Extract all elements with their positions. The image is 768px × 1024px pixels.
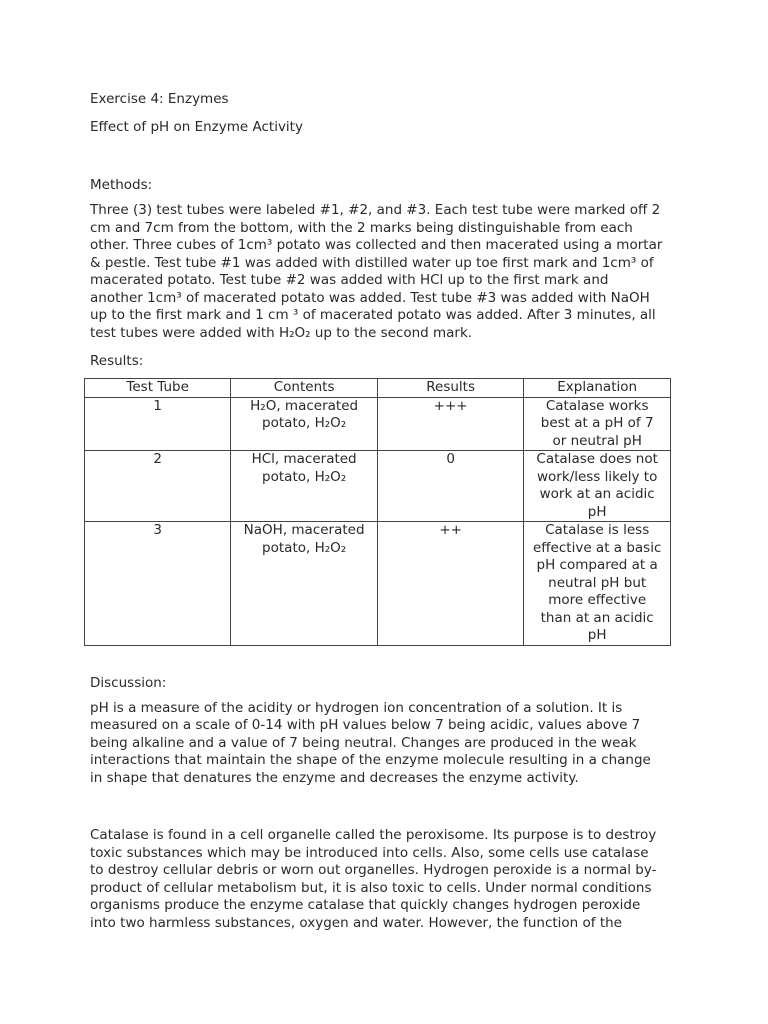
discussion-paragraph-2 (90, 827, 680, 932)
discussion-line: product of cellular metabolism but, it is also toxic to cells. Under normal conditions (90, 879, 652, 896)
cell-explanation (524, 397, 671, 451)
cell-contents (231, 451, 378, 522)
discussion-line: toxic substances which may be introduced into cells. Also, some cells use catalase (90, 844, 649, 861)
cell-contents (231, 522, 378, 646)
cell-tube: 3 (85, 522, 231, 646)
results-table (84, 378, 671, 646)
methods-line: up to the first mark and 1 cm ³ of macerated potato was added. After 3 minutes, all (90, 307, 656, 323)
table-row (85, 451, 671, 522)
cell-explanation-line: than at an acidic (540, 609, 654, 626)
methods-heading: Methods: (90, 177, 153, 193)
cell-result: 0 (377, 451, 523, 522)
results-heading: Results: (90, 353, 144, 369)
discussion-heading: Discussion: (90, 674, 167, 691)
discussion-line: measured on a scale of 0-14 with pH values below 7 being acidic, values above 7 (90, 717, 641, 733)
discussion-paragraph-1 (90, 700, 680, 788)
methods-line: cm and 7cm from the bottom, with the 2 marks being distinguishable from each (90, 219, 633, 236)
methods-line: Three (3) test tubes were labeled #1, #2, and #3. Each test tube were marked off 2 (90, 202, 661, 218)
document-subtitle: Effect of pH on Enzyme Activity (90, 119, 303, 135)
cell-explanation-line: Catalase does not (536, 451, 658, 467)
cell-tube: 2 (85, 451, 231, 522)
cell-explanation-line: neutral pH but (548, 574, 647, 591)
methods-line: another 1cm³ of macerated potato was added. Test tube #3 was added with NaOH (90, 289, 650, 306)
paragraph-spacer (90, 797, 680, 827)
discussion-line: organisms produce the enzyme catalase that quickly changes hydrogen peroxide (90, 897, 641, 913)
cell-explanation-line: effective at a basic (532, 539, 662, 556)
cell-contents-line: potato, H₂O₂ (262, 539, 347, 556)
cell-explanation-line: Catalase is less (545, 522, 650, 538)
cell-explanation-line: pH (587, 503, 607, 520)
methods-line: test tubes were added with H₂O₂ up to the second mark. (90, 324, 473, 341)
cell-explanation-line: or neutral pH (552, 432, 642, 449)
cell-result: ++ (377, 522, 523, 646)
cell-tube: 1 (85, 397, 231, 451)
discussion-line: being alkaline and a value of 7 being neutral. Changes are produced in the weak (90, 734, 637, 751)
document-title: Exercise 4: Enzymes (90, 91, 229, 107)
cell-explanation-line: work at an acidic (539, 486, 655, 502)
discussion-line: in shape that denatures the enzyme and decreases the enzyme activity. (90, 769, 579, 786)
methods-line: other. Three cubes of 1cm³ potato was collected and then macerated using a mortar (90, 237, 663, 253)
cell-explanation-line: more effective (548, 592, 647, 608)
cell-explanation-line: pH compared at a (536, 557, 658, 573)
cell-contents-line: HCl, macerated (251, 451, 357, 467)
cell-explanation (524, 451, 671, 522)
cell-explanation-line: work/less likely to (536, 468, 658, 485)
table-row (85, 397, 671, 451)
header-results: Results (377, 379, 523, 398)
discussion-line: interactions that maintain the shape of the enzyme molecule resulting in a change (90, 752, 651, 768)
discussion-line: to destroy cellular debris or worn out organelles. Hydrogen peroxide is a normal by- (90, 862, 657, 878)
cell-explanation-line: pH (587, 627, 607, 643)
cell-explanation (524, 522, 671, 646)
header-explanation: Explanation (524, 379, 671, 398)
header-contents: Contents (231, 379, 378, 398)
document-page (90, 90, 680, 942)
cell-contents (231, 397, 378, 451)
cell-contents-line: potato, H₂O₂ (262, 468, 347, 485)
methods-line: & pestle. Test tube #1 was added with distilled water up toe first mark and 1cm³ of (90, 254, 654, 271)
cell-contents-line: potato, H₂O₂ (262, 415, 347, 431)
discussion-line: into two harmless substances, oxygen and water. However, the function of the (90, 914, 622, 931)
cell-contents-line: H₂O, macerated (250, 397, 359, 414)
methods-paragraph (90, 202, 680, 342)
cell-contents-line: NaOH, macerated (243, 522, 365, 538)
cell-explanation-line: Catalase works (545, 397, 649, 414)
header-test-tube: Test Tube (85, 379, 231, 398)
table-row (85, 522, 671, 646)
discussion-line: pH is a measure of the acidity or hydrogen ion concentration of a solution. It is (90, 699, 623, 716)
methods-line: macerated potato. Test tube #2 was added with HCl up to the first mark and (90, 272, 609, 288)
cell-explanation-line: best at a pH of 7 (540, 415, 654, 431)
cell-result: +++ (377, 397, 523, 451)
discussion-line: Catalase is found in a cell organelle called the peroxisome. Its purpose is to destroy (90, 827, 657, 843)
table-header-row (85, 379, 671, 398)
